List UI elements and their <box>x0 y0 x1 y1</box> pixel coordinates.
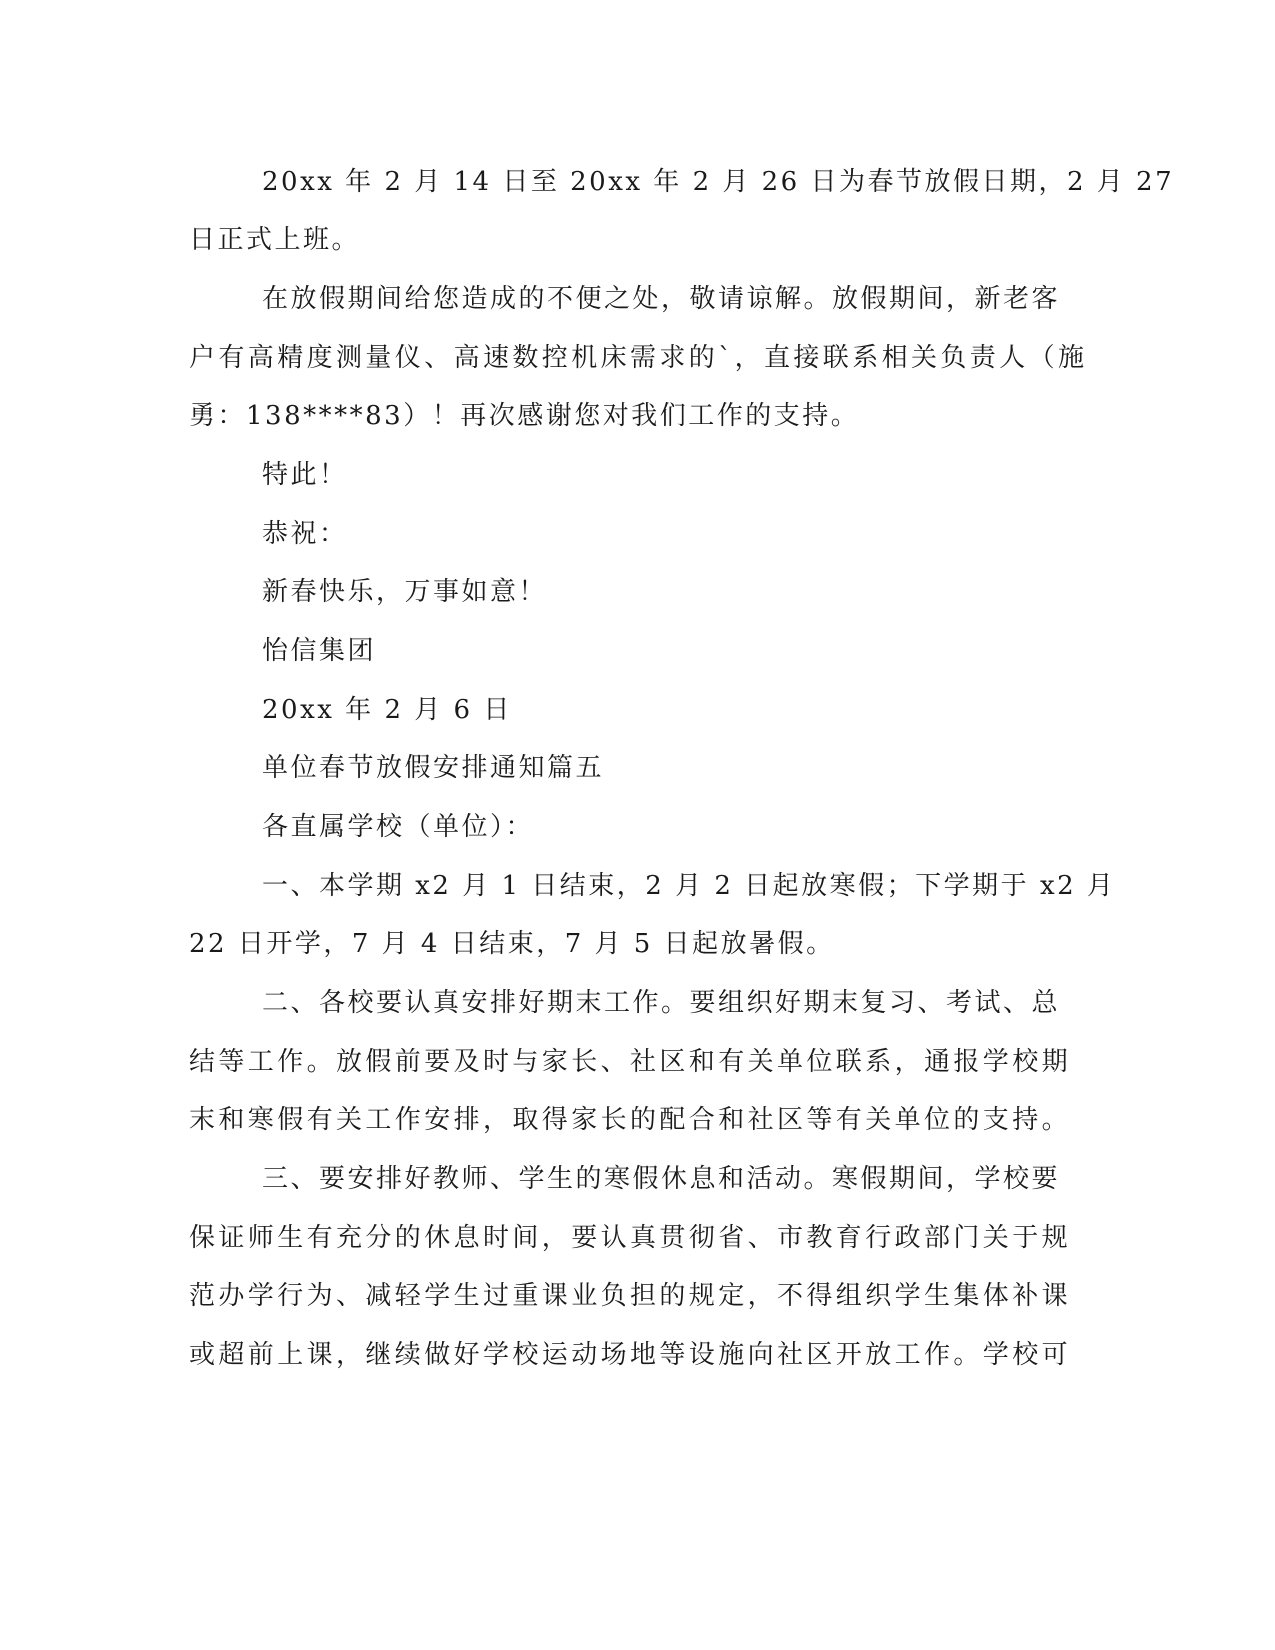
paragraph-line: 或超前上课，继续做好学校运动场地等设施向社区开放工作。学校可 <box>189 1340 1072 1370</box>
paragraph-line: 勇：138****83）！再次感谢您对我们工作的支持。 <box>189 401 860 431</box>
paragraph-line: 二、各校要认真安排好期末工作。要组织好期末复习、考试、总 <box>262 988 1061 1018</box>
paragraph-line: 日正式上班。 <box>189 225 361 255</box>
greeting-line: 恭祝： <box>262 519 348 549</box>
closing-line: 特此！ <box>262 460 348 490</box>
paragraph-line: 22 日开学，7 月 4 日结束，7 月 5 日起放暑假。 <box>189 929 835 959</box>
paragraph-line: 20xx 年 2 月 14 日至 20xx 年 2 月 26 日为春节放假日期，2 月 27 <box>262 167 1175 197</box>
paragraph-line: 保证师生有充分的休息时间，要认真贯彻省、市教育行政部门关于规 <box>189 1223 1072 1253</box>
date-line: 20xx 年 2 月 6 日 <box>262 695 512 725</box>
paragraph-line: 一、本学期 x2 月 1 日结束，2 月 2 日起放寒假；下学期于 x2 月 <box>262 871 1116 901</box>
section-title: 单位春节放假安排通知篇五 <box>262 753 605 783</box>
paragraph-line: 范办学行为、减轻学生过重课业负担的规定，不得组织学生集体补课 <box>189 1281 1072 1311</box>
addressee-line: 各直属学校（单位）： <box>262 812 535 842</box>
paragraph-line: 结等工作。放假前要及时与家长、社区和有关单位联系，通报学校期 <box>189 1047 1072 1077</box>
signature-line: 怡信集团 <box>262 636 377 666</box>
paragraph-line: 户有高精度测量仪、高速数控机床需求的`，直接联系相关负责人（施 <box>189 343 1088 373</box>
paragraph-line: 三、要安排好教师、学生的寒假休息和活动。寒假期间，学校要 <box>262 1164 1061 1194</box>
paragraph-line: 在放假期间给您造成的不便之处，敬请谅解。放假期间，新老客 <box>262 284 1061 314</box>
greeting-line: 新春快乐，万事如意！ <box>262 577 548 607</box>
paragraph-line: 末和寒假有关工作安排，取得家长的配合和社区等有关单位的支持。 <box>189 1105 1072 1135</box>
